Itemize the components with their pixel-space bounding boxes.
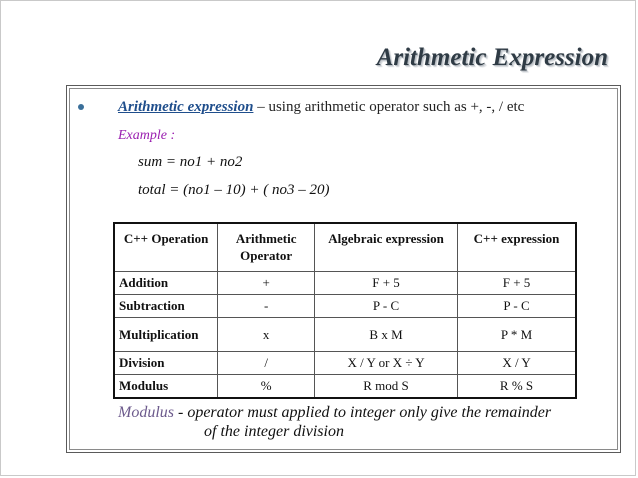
- table-cell: -: [218, 295, 315, 318]
- table-cell: Modulus: [114, 375, 218, 399]
- table-cell: F + 5: [314, 272, 457, 295]
- table-cell: +: [218, 272, 315, 295]
- table-cell: R % S: [458, 375, 576, 399]
- note-term: Modulus: [118, 404, 174, 421]
- table-cell: F + 5: [458, 272, 576, 295]
- bullet-text: – using arithmetic operator such as +, -, / etc: [253, 99, 525, 115]
- table-row: [114, 375, 576, 399]
- table-cell: X / Y: [458, 352, 576, 375]
- table-cell: P - C: [458, 295, 576, 318]
- table-cell: Addition: [114, 272, 218, 295]
- table-cell: B x M: [314, 318, 457, 352]
- code-line-sum: sum = no1 + no2: [138, 154, 243, 170]
- note-line2: of the integer division: [204, 423, 344, 440]
- table-cell: /: [218, 352, 315, 375]
- table-cell: R mod S: [314, 375, 457, 399]
- bullet-term: Arithmetic expression: [118, 99, 254, 115]
- slide-title: Arithmetic Expression: [376, 44, 608, 71]
- table-cell: X / Y or X ÷ Y: [314, 352, 457, 375]
- example-label: Example :: [118, 128, 176, 143]
- table-header-cell: Arithmetic Operator: [218, 223, 315, 272]
- table-header-row: [114, 223, 576, 272]
- table-cell: P - C: [314, 295, 457, 318]
- table-cell: %: [218, 375, 315, 399]
- table-header-cell: Algebraic expression: [314, 223, 457, 272]
- table-header-cell: C++ expression: [458, 223, 576, 272]
- table-row: [114, 352, 576, 375]
- table-row: [114, 295, 576, 318]
- bullet-definition: [118, 99, 524, 116]
- bullet-icon: [78, 104, 84, 110]
- code-line-total: total = (no1 – 10) + ( no3 – 20): [138, 182, 330, 198]
- table-header-cell: C++ Operation: [114, 223, 218, 272]
- table-cell: x: [218, 318, 315, 352]
- note-line1: - operator must applied to integer only give the remainder: [174, 404, 552, 421]
- table-cell: Multiplication: [114, 318, 218, 352]
- table-row: [114, 272, 576, 295]
- table-cell: P * M: [458, 318, 576, 352]
- operators-table: [113, 222, 577, 399]
- table-cell: Subtraction: [114, 295, 218, 318]
- modulus-note: [118, 403, 551, 441]
- table-row: [114, 318, 576, 352]
- table-cell: Division: [114, 352, 218, 375]
